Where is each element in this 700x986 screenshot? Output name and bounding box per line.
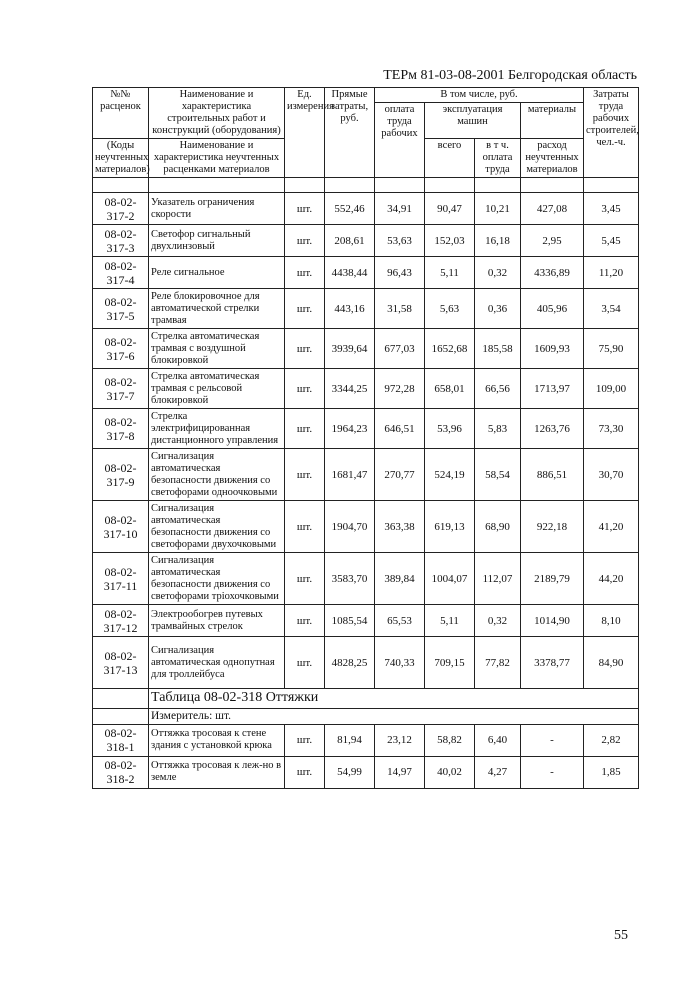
row-unit: шт. <box>285 257 325 289</box>
col-unit-header: Ед. измерения <box>285 88 325 178</box>
row-name: Реле сигнальное <box>149 257 285 289</box>
row-labor: 65,53 <box>375 605 425 637</box>
row-code: 08-02-317-12 <box>93 605 149 637</box>
table-row <box>93 329 639 369</box>
row-labor: 34,91 <box>375 193 425 225</box>
col-laborcost-header: Затраты труда рабочих строителей, чел.-ч. <box>584 88 639 178</box>
section-unit-row <box>93 708 639 724</box>
table-row <box>93 369 639 409</box>
row-labor-cost: 3,45 <box>584 193 639 225</box>
row-machine: 1652,68 <box>425 329 475 369</box>
row-name: Сигнализация автоматическая безопасности движения со светофорами одноочковыми <box>149 449 285 501</box>
row-code: 08-02-317-10 <box>93 501 149 553</box>
row-direct: 4438,44 <box>325 257 375 289</box>
row-name: Сигнализация автоматическая безопасности движения со светофорами трiохочковыми <box>149 553 285 605</box>
row-machine: 524,19 <box>425 449 475 501</box>
row-code: 08-02-317-6 <box>93 329 149 369</box>
row-unit: шт. <box>285 369 325 409</box>
section-title: Таблица 08-02-318 Оттяжки <box>149 689 639 708</box>
col-name-header-2: Наименование и характеристика неучтенных расценками материалов <box>149 139 285 178</box>
table-row <box>93 637 639 689</box>
table-row <box>93 756 639 788</box>
row-machine-labor: 0,32 <box>475 257 521 289</box>
row-direct: 1085,54 <box>325 605 375 637</box>
row-direct: 1904,70 <box>325 501 375 553</box>
row-unit: шт. <box>285 605 325 637</box>
row-direct: 1964,23 <box>325 409 375 449</box>
row-labor-cost: 73,30 <box>584 409 639 449</box>
row-labor: 389,84 <box>375 553 425 605</box>
row-labor-cost: 5,45 <box>584 225 639 257</box>
col-machine-labor-header: в т ч. оплата труда <box>475 139 521 178</box>
table-row <box>93 225 639 257</box>
row-machine-labor: 58,54 <box>475 449 521 501</box>
row-materials: 2,95 <box>521 225 584 257</box>
row-materials: 3378,77 <box>521 637 584 689</box>
row-code: 08-02-317-2 <box>93 193 149 225</box>
row-machine-labor: 16,18 <box>475 225 521 257</box>
row-code: 08-02-318-2 <box>93 756 149 788</box>
row-labor: 740,33 <box>375 637 425 689</box>
row-machine-labor: 5,83 <box>475 409 521 449</box>
row-unit: шт. <box>285 553 325 605</box>
col-incl-header: В том числе, руб. <box>375 88 584 103</box>
row-unit: шт. <box>285 409 325 449</box>
row-machine-labor: 6,40 <box>475 724 521 756</box>
row-name: Электрообогрев путевых трамвайных стрелок <box>149 605 285 637</box>
row-unit: шт. <box>285 449 325 501</box>
section-title-row <box>93 689 639 708</box>
row-code: 08-02-318-1 <box>93 724 149 756</box>
row-labor-cost: 75,90 <box>584 329 639 369</box>
row-unit: шт. <box>285 225 325 257</box>
row-name: Стрелка электрифицированная дистанционного управления <box>149 409 285 449</box>
row-machine: 58,82 <box>425 724 475 756</box>
table-row <box>93 553 639 605</box>
row-labor: 677,03 <box>375 329 425 369</box>
row-materials: 1713,97 <box>521 369 584 409</box>
row-machine: 5,63 <box>425 289 475 329</box>
col-code-header-2: (Коды неучтенных материалов) <box>93 139 149 178</box>
row-materials: - <box>521 724 584 756</box>
row-code: 08-02-317-8 <box>93 409 149 449</box>
row-labor-cost: 11,20 <box>584 257 639 289</box>
row-labor: 646,51 <box>375 409 425 449</box>
row-labor: 972,28 <box>375 369 425 409</box>
header-row-1 <box>93 88 639 103</box>
row-name: Оттяжка тросовая к стене здания с установкой крюка <box>149 724 285 756</box>
row-machine: 1004,07 <box>425 553 475 605</box>
table-row <box>93 605 639 637</box>
row-materials: 2189,79 <box>521 553 584 605</box>
row-name: Указатель ограничения скорости <box>149 193 285 225</box>
row-direct: 208,61 <box>325 225 375 257</box>
table-row <box>93 409 639 449</box>
row-labor: 363,38 <box>375 501 425 553</box>
col-materials-header: материалы <box>521 103 584 139</box>
row-unit: шт. <box>285 329 325 369</box>
table-row <box>93 501 639 553</box>
row-machine-labor: 4,27 <box>475 756 521 788</box>
row-machine: 658,01 <box>425 369 475 409</box>
row-labor-cost: 8,10 <box>584 605 639 637</box>
row-labor-cost: 44,20 <box>584 553 639 605</box>
row-materials: 886,51 <box>521 449 584 501</box>
row-code: 08-02-317-13 <box>93 637 149 689</box>
rows-318 <box>93 724 639 788</box>
table-row <box>93 193 639 225</box>
row-machine-labor: 77,82 <box>475 637 521 689</box>
row-materials: 1263,76 <box>521 409 584 449</box>
row-labor: 31,58 <box>375 289 425 329</box>
row-labor: 53,63 <box>375 225 425 257</box>
row-name: Светофор сигнальный двухлинзовый <box>149 225 285 257</box>
col-labor-header: оплата труда рабочих <box>375 103 425 178</box>
row-materials: - <box>521 756 584 788</box>
page-header: ТЕРм 81-03-08-2001 Белгородская область <box>383 68 637 83</box>
row-direct: 443,16 <box>325 289 375 329</box>
row-machine: 90,47 <box>425 193 475 225</box>
spacer-row <box>93 178 639 193</box>
row-labor-cost: 2,82 <box>584 724 639 756</box>
row-direct: 1681,47 <box>325 449 375 501</box>
row-machine: 619,13 <box>425 501 475 553</box>
rates-table <box>92 87 639 789</box>
row-materials: 1014,90 <box>521 605 584 637</box>
col-machine-total-header: всего <box>425 139 475 178</box>
row-direct: 3344,25 <box>325 369 375 409</box>
page-number: 55 <box>614 928 628 943</box>
row-unit: шт. <box>285 637 325 689</box>
row-machine: 709,15 <box>425 637 475 689</box>
row-labor-cost: 41,20 <box>584 501 639 553</box>
table-row <box>93 289 639 329</box>
col-materials-unacc-header: расход неучтенных материалов <box>521 139 584 178</box>
row-name: Сигнализация автоматическая безопасности движения со светофорами двухочковыми <box>149 501 285 553</box>
row-labor-cost: 1,85 <box>584 756 639 788</box>
row-code: 08-02-317-7 <box>93 369 149 409</box>
row-materials: 922,18 <box>521 501 584 553</box>
row-materials: 4336,89 <box>521 257 584 289</box>
row-name: Реле блокировочное для автоматической стрелки трамвая <box>149 289 285 329</box>
row-materials: 405,96 <box>521 289 584 329</box>
row-machine: 5,11 <box>425 605 475 637</box>
row-direct: 3939,64 <box>325 329 375 369</box>
table-row <box>93 724 639 756</box>
row-direct: 81,94 <box>325 724 375 756</box>
row-labor: 14,97 <box>375 756 425 788</box>
row-unit: шт. <box>285 724 325 756</box>
row-machine-labor: 185,58 <box>475 329 521 369</box>
row-name: Сигнализация автоматическая однопутная для троллейбуса <box>149 637 285 689</box>
row-labor-cost: 84,90 <box>584 637 639 689</box>
col-name-header: Наименование и характеристика строительных работ и конструкций (оборудования) <box>149 88 285 139</box>
row-machine: 5,11 <box>425 257 475 289</box>
row-labor: 270,77 <box>375 449 425 501</box>
row-code: 08-02-317-11 <box>93 553 149 605</box>
col-code-header: №№ расценок <box>93 88 149 139</box>
row-name: Стрелка автоматическая трамвая с воздушной блокировкой <box>149 329 285 369</box>
row-direct: 552,46 <box>325 193 375 225</box>
row-unit: шт. <box>285 193 325 225</box>
row-machine: 40,02 <box>425 756 475 788</box>
rows-317 <box>93 193 639 689</box>
row-machine-labor: 0,36 <box>475 289 521 329</box>
row-direct: 3583,70 <box>325 553 375 605</box>
row-direct: 54,99 <box>325 756 375 788</box>
row-machine-labor: 0,32 <box>475 605 521 637</box>
col-machine-header: эксплуатация машин <box>425 103 521 139</box>
row-labor: 96,43 <box>375 257 425 289</box>
row-machine: 152,03 <box>425 225 475 257</box>
row-unit: шт. <box>285 289 325 329</box>
row-labor-cost: 109,00 <box>584 369 639 409</box>
row-labor: 23,12 <box>375 724 425 756</box>
row-name: Оттяжка тросовая к леж-но в земле <box>149 756 285 788</box>
row-machine-labor: 112,07 <box>475 553 521 605</box>
row-code: 08-02-317-3 <box>93 225 149 257</box>
col-direct-header: Прямые затраты, руб. <box>325 88 375 178</box>
row-code: 08-02-317-9 <box>93 449 149 501</box>
row-code: 08-02-317-4 <box>93 257 149 289</box>
row-code: 08-02-317-5 <box>93 289 149 329</box>
row-machine-labor: 10,21 <box>475 193 521 225</box>
section-unit: Измеритель: шт. <box>149 708 639 724</box>
table-row <box>93 257 639 289</box>
row-name: Стрелка автоматическая трамвая с рельсовой блокировкой <box>149 369 285 409</box>
row-unit: шт. <box>285 756 325 788</box>
row-machine-labor: 68,90 <box>475 501 521 553</box>
row-machine: 53,96 <box>425 409 475 449</box>
table-row <box>93 449 639 501</box>
row-direct: 4828,25 <box>325 637 375 689</box>
row-materials: 1609,93 <box>521 329 584 369</box>
row-labor-cost: 3,54 <box>584 289 639 329</box>
row-labor-cost: 30,70 <box>584 449 639 501</box>
row-unit: шт. <box>285 501 325 553</box>
row-materials: 427,08 <box>521 193 584 225</box>
row-machine-labor: 66,56 <box>475 369 521 409</box>
